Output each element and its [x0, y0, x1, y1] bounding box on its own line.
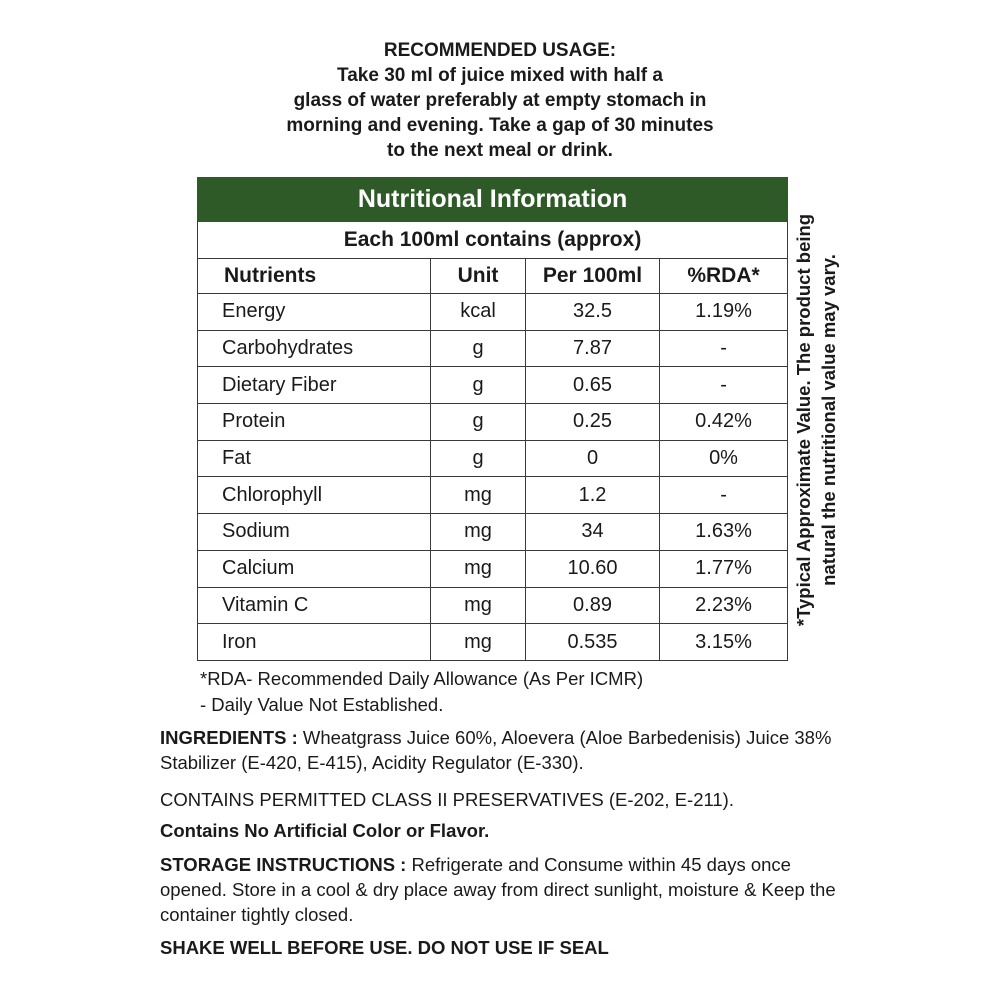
nutrient-unit: g — [431, 440, 526, 477]
nutrient-value: 32.5 — [526, 294, 660, 331]
nutrient-rda: - — [660, 477, 788, 514]
typical-value-note-line: natural the nutritional value may vary. — [818, 254, 839, 586]
nutrient-unit: mg — [431, 550, 526, 587]
nutrient-rda: 1.19% — [660, 294, 788, 331]
nutrient-name: Iron — [198, 624, 431, 661]
storage-label: STORAGE INSTRUCTIONS : — [160, 854, 407, 875]
table-row — [198, 367, 788, 404]
typical-value-note — [790, 180, 842, 660]
nutrient-unit: mg — [431, 477, 526, 514]
nutrition-table — [197, 177, 788, 661]
shake-warning: SHAKE WELL BEFORE USE. DO NOT USE IF SEAL — [160, 937, 609, 958]
column-header-per-100ml: Per 100ml — [526, 259, 660, 294]
storage-section — [160, 852, 850, 927]
ingredients-section — [160, 725, 850, 775]
table-row — [198, 477, 788, 514]
usage-line: Take 30 ml of juice mixed with half a — [337, 65, 663, 86]
nutrient-value: 10.60 — [526, 550, 660, 587]
table-row — [198, 514, 788, 551]
nutrient-rda: 1.63% — [660, 514, 788, 551]
daily-value-footnote: - Daily Value Not Established. — [200, 694, 444, 715]
column-header-rda: %RDA* — [660, 259, 788, 294]
nutrient-unit: kcal — [431, 294, 526, 331]
usage-line: morning and evening. Take a gap of 30 minutes — [286, 115, 714, 136]
recommended-usage — [200, 38, 800, 163]
nutrient-rda: - — [660, 367, 788, 404]
nutrient-name: Vitamin C — [198, 587, 431, 624]
nutrient-name: Protein — [198, 404, 431, 441]
table-row — [198, 294, 788, 331]
preservatives-notice: CONTAINS PERMITTED CLASS II PRESERVATIVES (E-202, E-211). — [160, 789, 734, 810]
table-row — [198, 330, 788, 367]
nutrient-unit: mg — [431, 514, 526, 551]
nutrient-rda: 3.15% — [660, 624, 788, 661]
nutrient-value: 0.65 — [526, 367, 660, 404]
nutrient-name: Fat — [198, 440, 431, 477]
nutrient-value: 0.89 — [526, 587, 660, 624]
usage-title: RECOMMENDED USAGE: — [383, 40, 617, 61]
table-title: Nutritional Information — [198, 178, 788, 222]
storage-text: Refrigerate and Consume within 45 days once opened. Store in a cool & dry place away from direct sunlight, moisture & Keep the container tightly closed. — [160, 854, 836, 925]
nutrient-name: Calcium — [198, 550, 431, 587]
nutrient-rda: 0% — [660, 440, 788, 477]
nutrient-name: Sodium — [198, 514, 431, 551]
nutrient-rda: 0.42% — [660, 404, 788, 441]
table-row — [198, 404, 788, 441]
typical-value-note-line: *Typical Approximate Value. The product being — [793, 213, 814, 627]
nutrient-value: 1.2 — [526, 477, 660, 514]
nutrient-name: Energy — [198, 294, 431, 331]
nutrient-unit: g — [431, 367, 526, 404]
nutrient-value: 0.25 — [526, 404, 660, 441]
nutrient-rda: 2.23% — [660, 587, 788, 624]
nutrient-name: Dietary Fiber — [198, 367, 431, 404]
nutrient-unit: g — [431, 330, 526, 367]
nutrient-value: 34 — [526, 514, 660, 551]
table-row — [198, 550, 788, 587]
nutrient-unit: mg — [431, 587, 526, 624]
table-footnotes — [200, 666, 643, 718]
table-row — [198, 440, 788, 477]
table-subtitle: Each 100ml contains (approx) — [198, 222, 788, 259]
usage-line: glass of water preferably at empty stomach in — [293, 90, 707, 111]
table-row — [198, 624, 788, 661]
nutrient-value: 7.87 — [526, 330, 660, 367]
rda-footnote: *RDA- Recommended Daily Allowance (As Per ICMR) — [200, 668, 644, 689]
nutrient-value: 0.535 — [526, 624, 660, 661]
nutrient-value: 0 — [526, 440, 660, 477]
nutrient-rda: - — [660, 330, 788, 367]
ingredients-text: Wheatgrass Juice 60%, Aloevera (Aloe Barbedenisis) Juice 38% Stabilizer (E-420, E-415), Acidity Regulator (E-330). — [160, 727, 832, 773]
ingredients-label: INGREDIENTS : — [160, 727, 298, 748]
usage-line: to the next meal or drink. — [387, 140, 613, 161]
nutrient-rda: 1.77% — [660, 550, 788, 587]
nutrient-unit: g — [431, 404, 526, 441]
nutrient-name: Carbohydrates — [198, 330, 431, 367]
table-row — [198, 587, 788, 624]
column-header-unit: Unit — [431, 259, 526, 294]
nutrient-name: Chlorophyll — [198, 477, 431, 514]
no-artificial-notice: Contains No Artificial Color or Flavor. — [160, 820, 490, 841]
column-header-nutrients: Nutrients — [198, 259, 431, 294]
nutrient-unit: mg — [431, 624, 526, 661]
